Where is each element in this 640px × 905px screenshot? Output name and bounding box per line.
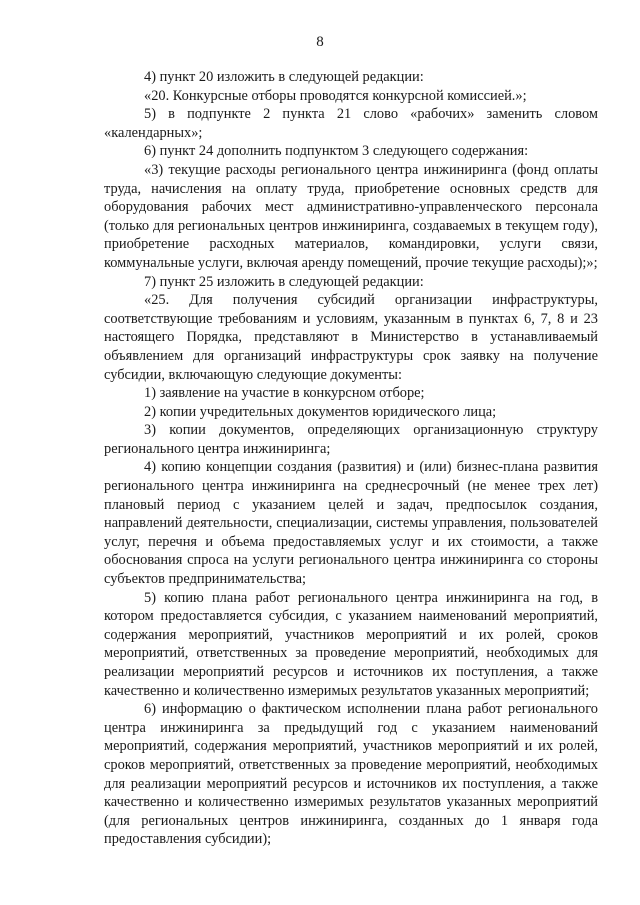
list-item-3: 3) копии документов, определяющих организационную структуру регионального центра инжиниринга; (104, 422, 598, 457)
paragraph-item-25-text: «25. Для получения субсидий организации инфраструктуры, соответствующие требованиям и условиям, указанным в пунктах 6, 7, 8 и 23 настоящего Порядка, представляют в Министерство в устанавливаемый объявлением для организаций инфраструктуры срок заявку на получение субсидии, включающую следующие документы: (104, 292, 598, 383)
paragraph-item-5: 5) в подпункте 2 пункта 21 слово «рабочих» заменить словом «календарных»; (104, 106, 598, 141)
page-number: 8 (316, 34, 324, 50)
paragraph-item-4: 4) пункт 20 изложить в следующей редакции: (144, 69, 424, 85)
paragraph-item-7: 7) пункт 25 изложить в следующей редакции: (144, 273, 424, 290)
paragraph-item-6: 6) пункт 24 дополнить подпунктом 3 следующего содержания: (144, 143, 529, 160)
list-item-4: 4) копию концепции создания (развития) и (или) бизнес-плана развития регионального центра инжиниринга на среднесрочный (не менее трех лет) плановый период с указанием целей и задач, предпосылок создания, направлений деятельности, специализации, системы управления, пользователей услуг, перечня и объема предоставляемых услуг и их стоимости, а также обоснования спроса на услуги регионального центра инжиниринга со стороны субъектов предпринимательства; (104, 459, 598, 588)
paragraph-subitem-3-text: «3) текущие расходы регионального центра инжиниринга (фонд оплаты труда, начисления на оплату труда, приобретение основных средств для оборудования рабочих мест административно-управленческого персонала (только для региональных центров инжиниринга, создаваемых в текущем году), приобретение расходных материалов, командировки, услуги связи, коммунальные услуги, включая аренду помещений, прочие текущие расходы);»; (104, 161, 598, 271)
list-item-6: 6) информацию о фактическом исполнении плана работ регионального центра инжиниринга за предыдущий год с указанием наименований мероприятий, содержания мероприятий, участников мероприятий и их ролей, сроков мероприятий, ответственных за проведение мероприятий, необходимых для реализации мероприятий ресурсов и источников их поступления, а также качественно и количественно измеримых результатов указанных мероприятий (для региональных центров инжиниринга, созданных до 1 января года предоставления субсидии); (104, 701, 598, 848)
list-item-5: 5) копию плана работ регионального центра инжиниринга на год, в котором предоставляется субсидия, с указанием наименований мероприятий, содержания мероприятий, участников мероприятий и их ролей, сроков мероприятий, ответственных за проведение мероприятий, необходимых для реализации мероприятий ресурсов и источников их поступления, а также качественно и количественно измеримых результатов указанных мероприятий; (104, 589, 598, 699)
list-item-1: 1) заявление на участие в конкурсном отборе; (144, 385, 425, 402)
paragraph-item-20-text: «20. Конкурсные отборы проводятся конкурсной комиссией.»; (144, 87, 527, 104)
document-body (104, 68, 598, 849)
list-item-2: 2) копии учредительных документов юридического лица; (144, 403, 497, 420)
